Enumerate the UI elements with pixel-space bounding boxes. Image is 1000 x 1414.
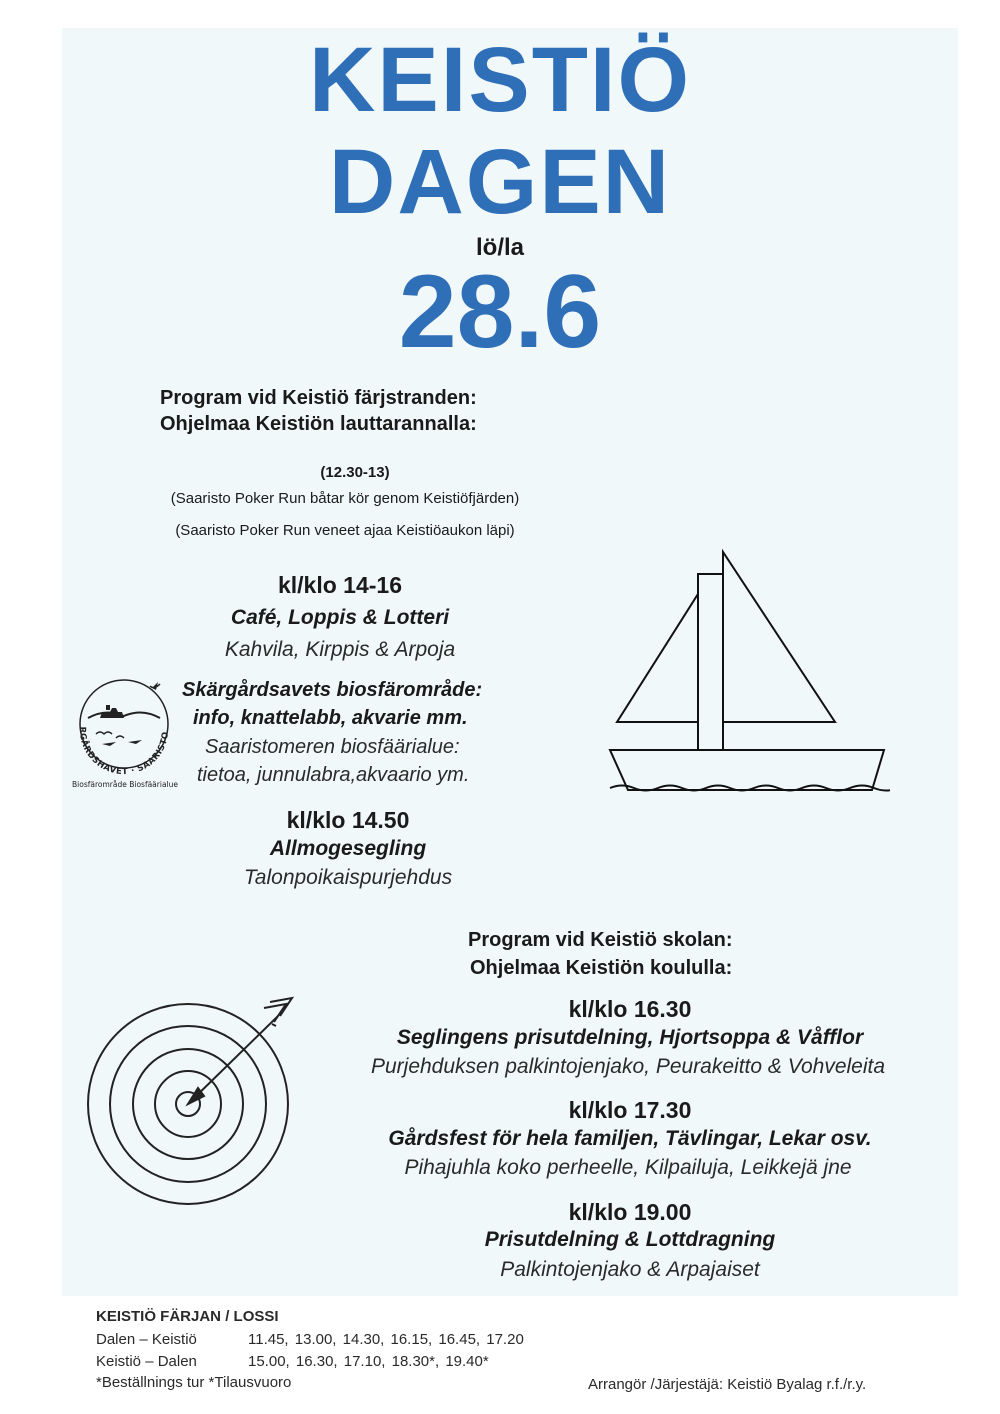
bio-sv-line2: info, knattelabb, akvarie mm. xyxy=(193,707,468,729)
biosphere-logo-icon xyxy=(66,672,184,796)
event2-fi: Talonpoikaispurjehdus xyxy=(243,866,453,889)
shore-heading-fi: Ohjelmaa Keistiön lauttarannalla: xyxy=(160,413,477,435)
school-event3-time: kl/klo 19.00 xyxy=(568,1199,692,1225)
logo-caption: Biosfärområde Biosfäärialue xyxy=(72,780,178,789)
ferry-heading-fi: LOSSI xyxy=(233,1308,279,1325)
school-event1-sv: Seglingens prisutdelning, Hjortsoppa & Våfflor xyxy=(396,1026,864,1049)
event-date: 28.6 xyxy=(398,254,602,370)
svg-text:SKÄRGÅRDSHAVET · SAARISTOMERI: RGÅRDSHAVET · SAARISTO xyxy=(76,726,172,778)
title-line-2: DAGEN xyxy=(328,131,672,233)
bio-fi-line2: tietoa, junnulabra,akvaario ym. xyxy=(197,764,470,786)
poker-run-fi: (Saaristo Poker Run veneet ajaa Keistiöaukon läpi) xyxy=(175,522,515,539)
day-label: lö/la xyxy=(475,234,524,261)
event1-time: kl/klo 14-16 xyxy=(277,572,403,598)
ferry-route-1: Dalen – Keistiö xyxy=(96,1331,197,1348)
school-event3-sv: Prisutdelning & Lottdragning xyxy=(484,1228,776,1251)
school-event3-fi: Palkintojenjako & Arpajaiset xyxy=(500,1258,760,1281)
shore-heading-sv: Program vid Keistiö färjstranden: xyxy=(160,387,477,409)
ferry-times-2: 15.00, 16.30, 17.10, 18.30*, 19.40* xyxy=(248,1353,489,1370)
school-event2-fi: Pihajuhla koko perheelle, Kilpailuja, Leikkejä jne xyxy=(404,1156,852,1179)
organizer: Arrangör /Järjestäjä: Keistiö Byalag r.f./r.y. xyxy=(588,1376,867,1393)
title-line-1: KEISTIÖ xyxy=(308,29,692,131)
event2-sv: Allmogesegling xyxy=(269,837,427,860)
ferry-times-1: 11.45, 13.00, 14.30, 16.15, 16.45, 17.20 xyxy=(248,1331,524,1348)
school-event2-time: kl/klo 17.30 xyxy=(568,1097,692,1123)
sailboat-icon xyxy=(600,540,890,800)
school-heading-fi: Ohjelmaa Keistiön koululla: xyxy=(470,957,733,979)
school-event1-fi: Purjehduksen palkintojenjako, Peurakeitto & Vohveleita xyxy=(370,1055,886,1078)
ferry-note: *Beställnings tur *Tilausvuoro xyxy=(96,1374,292,1391)
school-event1-time: kl/klo 16.30 xyxy=(568,996,692,1022)
event1-sv: Café, Loppis & Lotteri xyxy=(230,606,450,629)
school-heading-sv: Program vid Keistiö skolan: xyxy=(468,929,733,951)
ferry-heading-sv: KEISTIÖ FÄRJAN xyxy=(96,1308,222,1325)
ferry-route-2: Keistiö – Dalen xyxy=(96,1353,197,1370)
target-arrow-icon xyxy=(78,996,302,1220)
ferry-heading-sep: / xyxy=(225,1308,230,1325)
poker-run-sv: (Saaristo Poker Run båtar kör genom Keistiöfjärden) xyxy=(170,490,520,507)
poker-run-time: (12.30-13) xyxy=(320,464,390,481)
school-event2-sv: Gårdsfest för hela familjen, Tävlingar, Lekar osv. xyxy=(388,1127,872,1150)
bio-fi-line1: Saaristomeren biosfäärialue: xyxy=(205,736,460,758)
event2-time: kl/klo 14.50 xyxy=(286,807,410,833)
event1-fi: Kahvila, Kirppis & Arpoja xyxy=(224,638,456,661)
bio-sv-line1: Skärgårdsavets biosfärområde: xyxy=(182,679,483,701)
